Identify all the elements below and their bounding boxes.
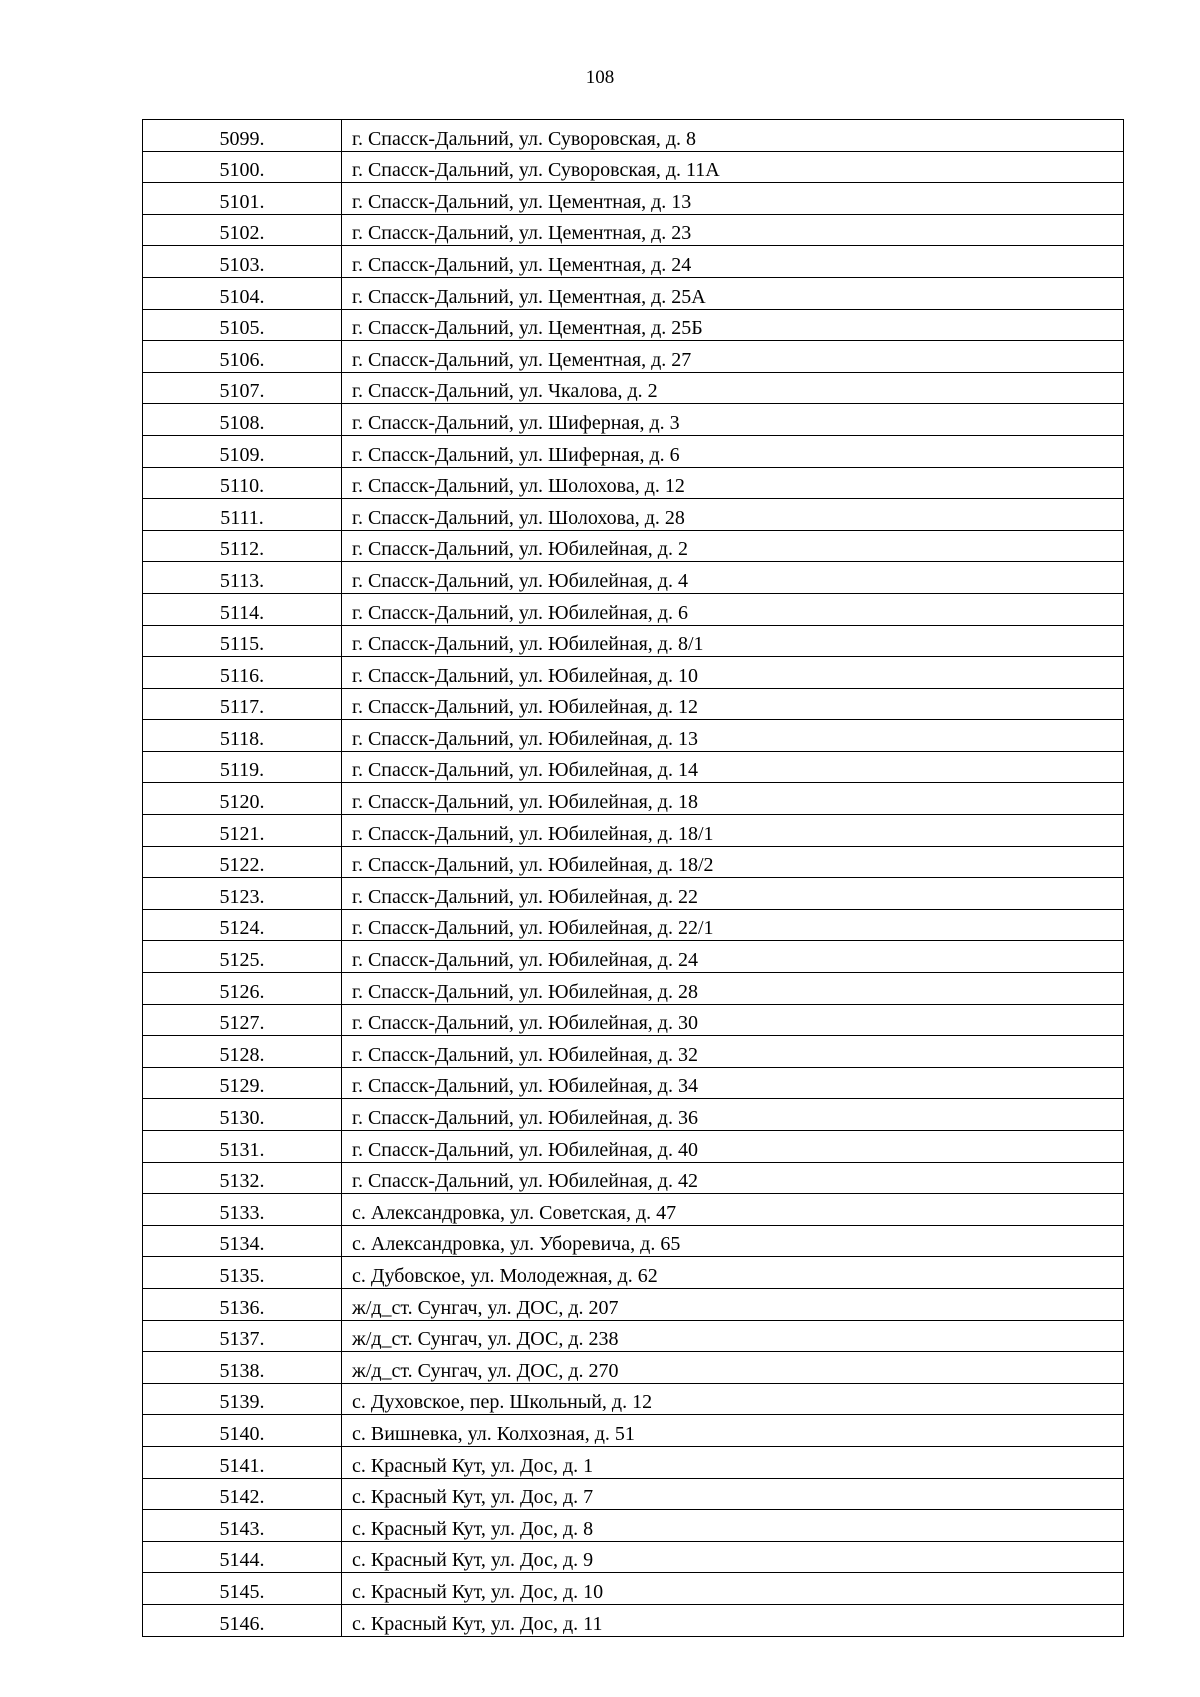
- row-number: 5126.: [219, 980, 265, 1003]
- row-number-cell: [143, 1099, 342, 1131]
- address-cell: [342, 1099, 1124, 1131]
- address-cell: [342, 1225, 1124, 1257]
- address-table-body: [143, 120, 1124, 1637]
- address-text: г. Спасск-Дальний, ул. Юбилейная, д. 2: [352, 538, 688, 561]
- address-text: г. Спасск-Дальний, ул. Юбилейная, д. 28: [352, 980, 698, 1003]
- row-number-cell: [143, 435, 342, 467]
- address-text: г. Спасск-Дальний, ул. Юбилейная, д. 4: [352, 569, 688, 592]
- table-row: [143, 751, 1124, 783]
- row-number: 5141.: [219, 1454, 265, 1477]
- address-text: г. Спасск-Дальний, ул. Шиферная, д. 6: [352, 443, 680, 466]
- address-text: с. Красный Кут, ул. Дос, д. 10: [352, 1580, 604, 1603]
- address-text: г. Спасск-Дальний, ул. Юбилейная, д. 18/1: [352, 822, 714, 845]
- address-cell: [342, 467, 1124, 499]
- row-number: 5132.: [219, 1170, 265, 1193]
- table-row: [143, 783, 1124, 815]
- address-cell: [342, 720, 1124, 752]
- row-number: 5110.: [219, 475, 265, 498]
- address-cell: [342, 341, 1124, 373]
- address-text: г. Спасск-Дальний, ул. Юбилейная, д. 30: [352, 1012, 698, 1035]
- row-number: 5124.: [219, 917, 265, 940]
- address-cell: [342, 1541, 1124, 1573]
- address-text: г. Спасск-Дальний, ул. Юбилейная, д. 32: [352, 1043, 698, 1066]
- table-row: [143, 1036, 1124, 1068]
- row-number-cell: [143, 1131, 342, 1163]
- address-text: ж/д_ст. Сунгач, ул. ДОС, д. 207: [352, 1296, 619, 1319]
- row-number: 5143.: [219, 1517, 265, 1540]
- table-row: [143, 720, 1124, 752]
- table-row: [143, 277, 1124, 309]
- address-text: г. Спасск-Дальний, ул. Юбилейная, д. 14: [352, 759, 698, 782]
- address-text: г. Спасск-Дальний, ул. Цементная, д. 25А: [352, 285, 706, 308]
- table-row: [143, 1573, 1124, 1605]
- row-number: 5136.: [219, 1296, 265, 1319]
- address-cell: [342, 625, 1124, 657]
- address-text: г. Спасск-Дальний, ул. Юбилейная, д. 12: [352, 696, 698, 719]
- address-cell: [342, 688, 1124, 720]
- address-text: с. Александровка, ул. Уборевича, д. 65: [352, 1233, 681, 1256]
- address-cell: [342, 372, 1124, 404]
- address-text: г. Спасск-Дальний, ул. Цементная, д. 23: [352, 222, 692, 245]
- address-cell: [342, 909, 1124, 941]
- row-number-cell: [143, 625, 342, 657]
- address-text: г. Спасск-Дальний, ул. Юбилейная, д. 24: [352, 949, 698, 972]
- table-row: [143, 1478, 1124, 1510]
- address-cell: [342, 120, 1124, 152]
- table-row: [143, 1320, 1124, 1352]
- address-text: с. Вишневка, ул. Колхозная, д. 51: [352, 1422, 635, 1445]
- table-row: [143, 151, 1124, 183]
- table-row: [143, 941, 1124, 973]
- row-number: 5127.: [219, 1012, 265, 1035]
- table-row: [143, 1604, 1124, 1636]
- table-row: [143, 1194, 1124, 1226]
- row-number: 5123.: [219, 885, 265, 908]
- table-row: [143, 530, 1124, 562]
- row-number-cell: [143, 846, 342, 878]
- row-number-cell: [143, 214, 342, 246]
- row-number: 5101.: [219, 190, 265, 213]
- address-text: г. Спасск-Дальний, ул. Юбилейная, д. 18/2: [352, 854, 714, 877]
- row-number-cell: [143, 246, 342, 278]
- row-number: 5102.: [219, 222, 265, 245]
- table-row: [143, 562, 1124, 594]
- row-number-cell: [143, 657, 342, 689]
- address-cell: [342, 941, 1124, 973]
- address-text: г. Спасск-Дальний, ул. Шолохова, д. 28: [352, 506, 685, 529]
- row-number: 5112.: [219, 538, 265, 561]
- row-number-cell: [143, 341, 342, 373]
- address-cell: [342, 783, 1124, 815]
- address-text: с. Дубовское, ул. Молодежная, д. 62: [352, 1264, 658, 1287]
- address-cell: [342, 214, 1124, 246]
- address-cell: [342, 1257, 1124, 1289]
- row-number-cell: [143, 1352, 342, 1384]
- address-text: г. Спасск-Дальний, ул. Суворовская, д. 8: [352, 127, 697, 150]
- address-cell: [342, 751, 1124, 783]
- row-number: 5137.: [219, 1328, 265, 1351]
- table-row: [143, 372, 1124, 404]
- address-cell: [342, 1194, 1124, 1226]
- row-number: 5118.: [219, 727, 265, 750]
- address-cell: [342, 1004, 1124, 1036]
- table-row: [143, 435, 1124, 467]
- row-number-cell: [143, 1541, 342, 1573]
- address-text: с. Красный Кут, ул. Дос, д. 8: [352, 1517, 594, 1540]
- table-row: [143, 1415, 1124, 1447]
- address-text: с. Красный Кут, ул. Дос, д. 9: [352, 1549, 594, 1572]
- row-number: 5144.: [219, 1549, 265, 1572]
- row-number: 5116.: [219, 664, 265, 687]
- address-cell: [342, 1131, 1124, 1163]
- row-number-cell: [143, 688, 342, 720]
- row-number-cell: [143, 751, 342, 783]
- address-text: г. Спасск-Дальний, ул. Юбилейная, д. 8/1: [352, 633, 704, 656]
- row-number: 5104.: [219, 285, 265, 308]
- row-number-cell: [143, 309, 342, 341]
- row-number-cell: [143, 1573, 342, 1605]
- row-number-cell: [143, 1257, 342, 1289]
- page-number: 108: [585, 67, 615, 88]
- address-text: с. Духовское, пер. Школьный, д. 12: [352, 1391, 653, 1414]
- row-number: 5128.: [219, 1043, 265, 1066]
- table-row: [143, 499, 1124, 531]
- address-text: г. Спасск-Дальний, ул. Юбилейная, д. 10: [352, 664, 698, 687]
- address-cell: [342, 973, 1124, 1005]
- row-number: 5134.: [219, 1233, 265, 1256]
- row-number-cell: [143, 1383, 342, 1415]
- row-number-cell: [143, 1036, 342, 1068]
- table-row: [143, 341, 1124, 373]
- row-number-cell: [143, 277, 342, 309]
- table-row: [143, 973, 1124, 1005]
- table-row: [143, 183, 1124, 215]
- table-row: [143, 1099, 1124, 1131]
- address-cell: [342, 1415, 1124, 1447]
- row-number-cell: [143, 467, 342, 499]
- row-number-cell: [143, 815, 342, 847]
- row-number: 5122.: [219, 854, 265, 877]
- row-number: 5114.: [219, 601, 265, 624]
- table-row: [143, 878, 1124, 910]
- table-row: [143, 1383, 1124, 1415]
- address-cell: [342, 846, 1124, 878]
- address-text: г. Спасск-Дальний, ул. Юбилейная, д. 6: [352, 601, 688, 624]
- row-number: 5111.: [220, 506, 264, 529]
- row-number-cell: [143, 1004, 342, 1036]
- address-cell: [342, 183, 1124, 215]
- table-row: [143, 1257, 1124, 1289]
- address-text: г. Спасск-Дальний, ул. Юбилейная, д. 22/1: [352, 917, 714, 940]
- address-text: г. Спасск-Дальний, ул. Цементная, д. 13: [352, 190, 692, 213]
- table-row: [143, 1352, 1124, 1384]
- address-cell: [342, 878, 1124, 910]
- table-row: [143, 1162, 1124, 1194]
- address-cell: [342, 1320, 1124, 1352]
- address-text: г. Спасск-Дальний, ул. Юбилейная, д. 40: [352, 1138, 698, 1161]
- row-number: 5129.: [219, 1075, 265, 1098]
- row-number: 5125.: [219, 949, 265, 972]
- address-text: г. Спасск-Дальний, ул. Цементная, д. 27: [352, 348, 692, 371]
- row-number-cell: [143, 1415, 342, 1447]
- row-number-cell: [143, 1067, 342, 1099]
- row-number: 5108.: [219, 411, 265, 434]
- address-cell: [342, 1573, 1124, 1605]
- table-row: [143, 1510, 1124, 1542]
- address-text: г. Спасск-Дальний, ул. Юбилейная, д. 13: [352, 727, 698, 750]
- row-number-cell: [143, 1320, 342, 1352]
- table-row: [143, 846, 1124, 878]
- address-cell: [342, 1510, 1124, 1542]
- row-number-cell: [143, 1446, 342, 1478]
- row-number: 5106.: [219, 348, 265, 371]
- row-number: 5146.: [219, 1612, 265, 1635]
- table-row: [143, 815, 1124, 847]
- table-row: [143, 404, 1124, 436]
- row-number: 5113.: [219, 569, 265, 592]
- table-row: [143, 214, 1124, 246]
- row-number: 5100.: [219, 159, 265, 182]
- address-table: [142, 119, 1124, 1637]
- address-text: г. Спасск-Дальний, ул. Цементная, д. 25Б: [352, 317, 703, 340]
- row-number-cell: [143, 1225, 342, 1257]
- address-cell: [342, 1036, 1124, 1068]
- row-number: 5142.: [219, 1486, 265, 1509]
- table-row: [143, 1446, 1124, 1478]
- table-row: [143, 246, 1124, 278]
- address-text: г. Спасск-Дальний, ул. Юбилейная, д. 42: [352, 1170, 698, 1193]
- row-number-cell: [143, 183, 342, 215]
- address-text: г. Спасск-Дальний, ул. Суворовская, д. 11А: [352, 159, 720, 182]
- address-cell: [342, 1288, 1124, 1320]
- row-number: 5117.: [219, 696, 265, 719]
- address-cell: [342, 530, 1124, 562]
- row-number: 5109.: [219, 443, 265, 466]
- row-number-cell: [143, 562, 342, 594]
- row-number: 5139.: [219, 1391, 265, 1414]
- table-row: [143, 1004, 1124, 1036]
- address-text: г. Спасск-Дальний, ул. Чкалова, д. 2: [352, 380, 658, 403]
- address-cell: [342, 593, 1124, 625]
- row-number-cell: [143, 593, 342, 625]
- table-row: [143, 688, 1124, 720]
- address-text: г. Спасск-Дальний, ул. Юбилейная, д. 18: [352, 791, 698, 814]
- table-row: [143, 657, 1124, 689]
- address-text: г. Спасск-Дальний, ул. Юбилейная, д. 34: [352, 1075, 698, 1098]
- row-number: 5130.: [219, 1107, 265, 1129]
- address-text: с. Красный Кут, ул. Дос, д. 7: [352, 1486, 594, 1509]
- row-number-cell: [143, 1510, 342, 1542]
- address-cell: [342, 499, 1124, 531]
- address-text: г. Спасск-Дальний, ул. Юбилейная, д. 36: [352, 1107, 698, 1129]
- row-number-cell: [143, 120, 342, 152]
- row-number-cell: [143, 720, 342, 752]
- address-cell: [342, 1478, 1124, 1510]
- address-cell: [342, 1352, 1124, 1384]
- address-cell: [342, 246, 1124, 278]
- address-text: с. Красный Кут, ул. Дос, д. 11: [352, 1612, 603, 1635]
- row-number-cell: [143, 973, 342, 1005]
- row-number-cell: [143, 1288, 342, 1320]
- address-text: ж/д_ст. Сунгач, ул. ДОС, д. 270: [352, 1359, 619, 1382]
- address-cell: [342, 815, 1124, 847]
- row-number-cell: [143, 878, 342, 910]
- address-cell: [342, 562, 1124, 594]
- row-number: 5135.: [219, 1264, 265, 1287]
- row-number: 5107.: [219, 380, 265, 403]
- table-row: [143, 1288, 1124, 1320]
- row-number: 5099.: [219, 127, 265, 150]
- address-text: г. Спасск-Дальний, ул. Шиферная, д. 3: [352, 411, 680, 434]
- address-cell: [342, 1604, 1124, 1636]
- row-number: 5105.: [219, 317, 265, 340]
- address-cell: [342, 1446, 1124, 1478]
- row-number: 5121.: [219, 822, 265, 845]
- row-number: 5131.: [219, 1138, 265, 1161]
- table-row: [143, 1131, 1124, 1163]
- row-number-cell: [143, 1478, 342, 1510]
- table-row: [143, 1067, 1124, 1099]
- table-row: [143, 593, 1124, 625]
- address-cell: [342, 404, 1124, 436]
- address-cell: [342, 657, 1124, 689]
- address-text: с. Красный Кут, ул. Дос, д. 1: [352, 1454, 594, 1477]
- row-number: 5133.: [219, 1201, 265, 1224]
- row-number-cell: [143, 909, 342, 941]
- table-row: [143, 120, 1124, 152]
- row-number: 5115.: [219, 633, 265, 656]
- address-cell: [342, 435, 1124, 467]
- row-number-cell: [143, 941, 342, 973]
- address-text: г. Спасск-Дальний, ул. Цементная, д. 24: [352, 253, 692, 276]
- row-number-cell: [143, 404, 342, 436]
- row-number: 5119.: [219, 759, 265, 782]
- row-number-cell: [143, 372, 342, 404]
- address-cell: [342, 151, 1124, 183]
- row-number-cell: [143, 1162, 342, 1194]
- address-text: г. Спасск-Дальний, ул. Юбилейная, д. 22: [352, 885, 698, 908]
- address-cell: [342, 1067, 1124, 1099]
- row-number: 5145.: [219, 1580, 265, 1603]
- row-number: 5103.: [219, 253, 265, 276]
- row-number: 5138.: [219, 1359, 265, 1382]
- address-cell: [342, 1162, 1124, 1194]
- table-row: [143, 1225, 1124, 1257]
- address-cell: [342, 277, 1124, 309]
- address-cell: [342, 309, 1124, 341]
- row-number-cell: [143, 783, 342, 815]
- row-number-cell: [143, 1194, 342, 1226]
- table-row: [143, 309, 1124, 341]
- address-cell: [342, 1383, 1124, 1415]
- table-row: [143, 1541, 1124, 1573]
- row-number-cell: [143, 1604, 342, 1636]
- address-text: г. Спасск-Дальний, ул. Шолохова, д. 12: [352, 475, 685, 498]
- row-number-cell: [143, 499, 342, 531]
- address-text: с. Александровка, ул. Советская, д. 47: [352, 1201, 677, 1224]
- table-row: [143, 467, 1124, 499]
- table-row: [143, 625, 1124, 657]
- row-number-cell: [143, 151, 342, 183]
- table-row: [143, 909, 1124, 941]
- row-number: 5140.: [219, 1422, 265, 1445]
- row-number: 5120.: [219, 791, 265, 814]
- row-number-cell: [143, 530, 342, 562]
- address-text: ж/д_ст. Сунгач, ул. ДОС, д. 238: [352, 1328, 619, 1351]
